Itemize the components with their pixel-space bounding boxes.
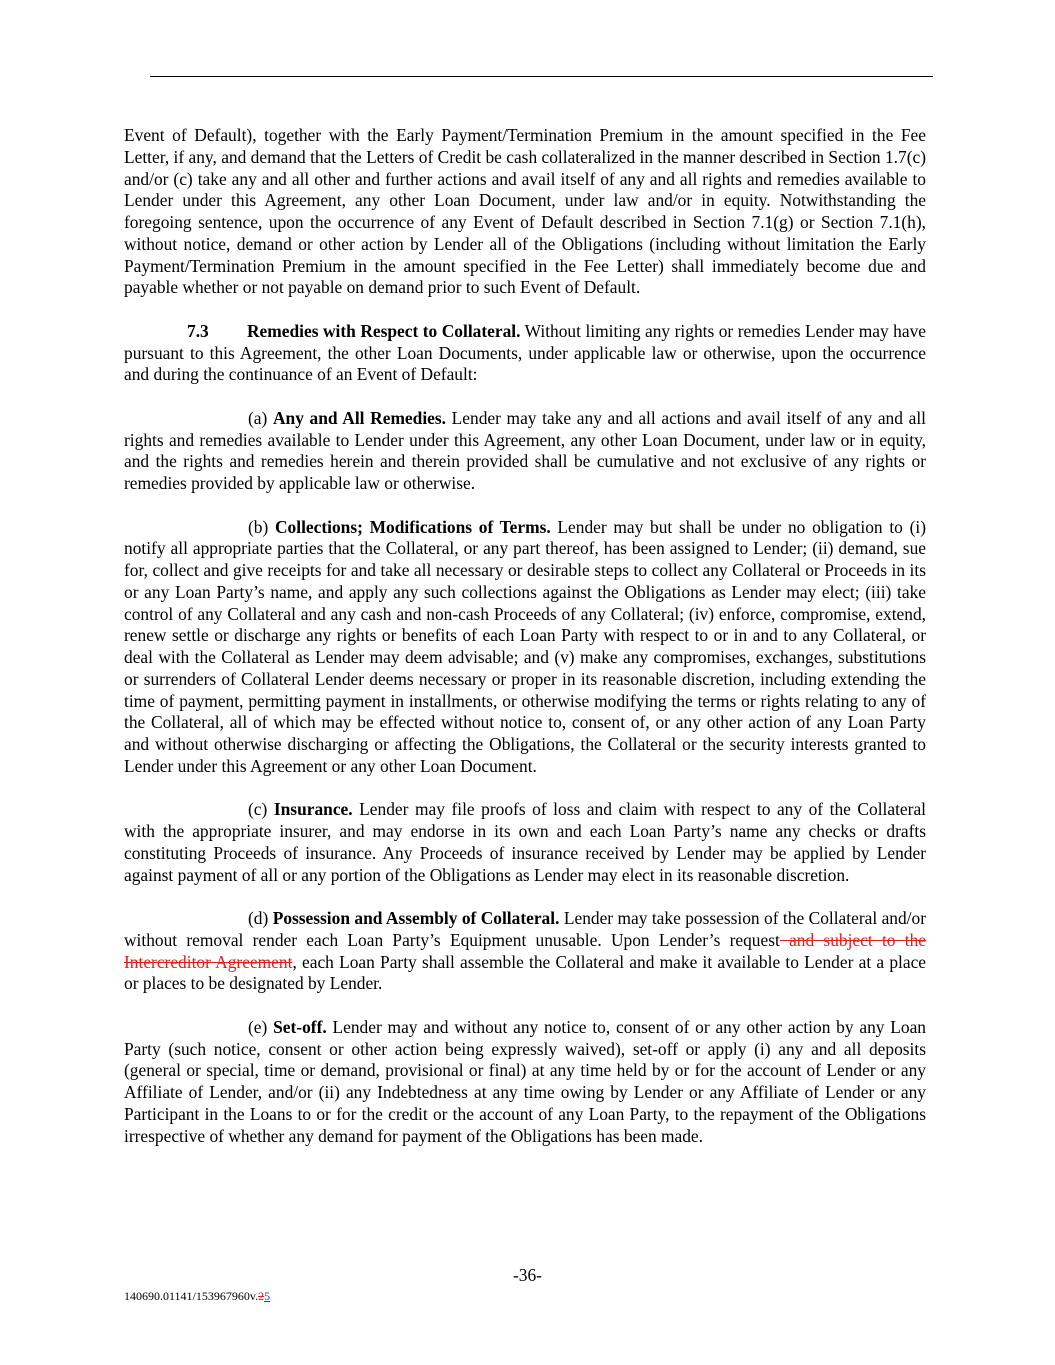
clause-text: Lender may take possession of the Collateral and/or without removal render each Loan Party’s Equipment unusable. Upon Lender’s request xyxy=(124,908,926,950)
clause-text: Lender may and without any notice to, consent of or any other action by any Loan Party (such notice, consent or other action being expressly waived), set-off or apply (i) any and all deposits (general or special, time or demand, provisional or final) at any time held by or for the account of Lender or any Affiliate of Lender, and/or (ii) any Indebtedness at any time owing by Lender or any Affiliate of Lender or any Participant in the Loans to or for the credit or the account of any Loan Party, to the repayment of the Obligations irrespective of whether any demand for payment of the Obligations has been made. xyxy=(124,1016,926,1146)
clause-e xyxy=(124,1017,926,1148)
clause-heading: Possession and Assembly of Collateral. xyxy=(272,908,560,928)
paragraph-continuation: Event of Default), together with the Early Payment/Termination Premium in the amount specified in the Fee Letter, if any, and demand that the Letters of Credit be cash collateralized in the manner described in Section 1.7(c) and/or (c) take any and all other and further actions and avail itself of any and all rights and remedies available to Lender under this Agreement, any other Loan Document, under law and/or in equity. Notwithstanding the foregoing sentence, upon the occurrence of any Event of Default described in Section 7.1(g) or Section 7.1(h), without notice, demand or other action by Lender all of the Obligations (including without limitation the Early Payment/Termination Premium in the amount specified in the Fee Letter) shall immediately become due and payable whether or not payable on demand prior to such Event of Default. xyxy=(124,125,926,298)
document-body xyxy=(124,125,926,1147)
clause-heading: Set-off. xyxy=(273,1016,327,1037)
clause-text: Lender may file proofs of loss and claim with respect to any of the Collateral with the appropriate insurer, and may endorse in its own and each Loan Party’s name any checks or drafts constituting Proceeds of insurance. Any Proceeds of insurance received by Lender may be applied by Lender against payment of all or any portion of the Obligations as Lender may elect in its reasonable discretion. xyxy=(124,799,926,885)
clause-heading: Insurance. xyxy=(273,799,353,820)
clause-label: (d) xyxy=(248,908,273,928)
section-heading: Remedies with Respect to Collateral. xyxy=(247,320,521,341)
clause-text: Lender may take any and all actions and avail itself of any and all rights and remedies available to Lender under this Agreement, any other Loan Document, under law or in equity, and the rights and remedies herein and therein provided shall be cumulative and not exclusive of any rights or remedies provided by applicable law or otherwise. xyxy=(124,407,926,493)
section-text: Without limiting any rights or remedies Lender may have pursuant to this Agreement, the other Loan Documents, under applicable law or otherwise, upon the occurrence and during the continuance of an Event of Default: xyxy=(124,320,926,385)
document-id xyxy=(124,1286,270,1308)
doc-id-inserted-version: 5 xyxy=(264,1289,271,1303)
clause-label: (e) xyxy=(248,1016,274,1037)
clause-text: Lender may but shall be under no obligation to (i) notify all appropriate parties that the Collateral, or any part thereof, has been assigned to Lender; (ii) demand, sue for, collect and give receipts for and take all necessary or desirable steps to collect any Collateral or Proceeds in its or any Loan Party’s name, and apply any such collections against the Obligations as Lender may elect; (iii) take control of any Collateral and any cash and non-cash Proceeds of any Collateral; (iv) enforce, compromise, extend, renew settle or discharge any rights or benefits of each Loan Party with respect to or in and to any Collateral, or deal with the Collateral as Lender may deem advisable; and (v) make any compromises, exchanges, substitutions or surrenders of Collateral Lender deems necessary or proper in its reasonable discretion, including extending the time of payment, permitting payment in installments, or otherwise modifying the terms or rights relating to any of the Collateral, all of which may be effected without notice to, consent of, or any other action of any Loan Party and without otherwise discharging or affecting the Obligations, the Collateral or the security interests granted to Lender under this Agreement or any other Loan Document. xyxy=(124,516,926,776)
clause-label: (c) xyxy=(248,799,274,820)
clause-c xyxy=(124,799,926,886)
clause-heading: Any and All Remedies. xyxy=(272,407,446,428)
doc-id-base: 140690.01141/153967960v. xyxy=(124,1289,259,1303)
section-7-3 xyxy=(124,321,926,386)
clause-label: (b) xyxy=(248,516,275,537)
clause-heading: Collections; Modifications of Terms. xyxy=(275,516,551,537)
clause-a xyxy=(124,408,926,495)
tracked-deletion: and subject to the Intercreditor Agreement xyxy=(124,929,926,972)
clause-b xyxy=(124,517,926,778)
header-rule xyxy=(150,76,933,77)
clause-label: (a) xyxy=(248,407,273,428)
page-number: -36- xyxy=(513,1265,542,1285)
section-number: 7.3 xyxy=(187,320,209,341)
clause-text-continued: , each Loan Party shall assemble the Collateral and make it available to Lender at a place or places to be designated by Lender. xyxy=(124,951,927,994)
clause-d xyxy=(124,908,926,995)
doc-id-deleted-version: 2 xyxy=(258,1289,265,1303)
